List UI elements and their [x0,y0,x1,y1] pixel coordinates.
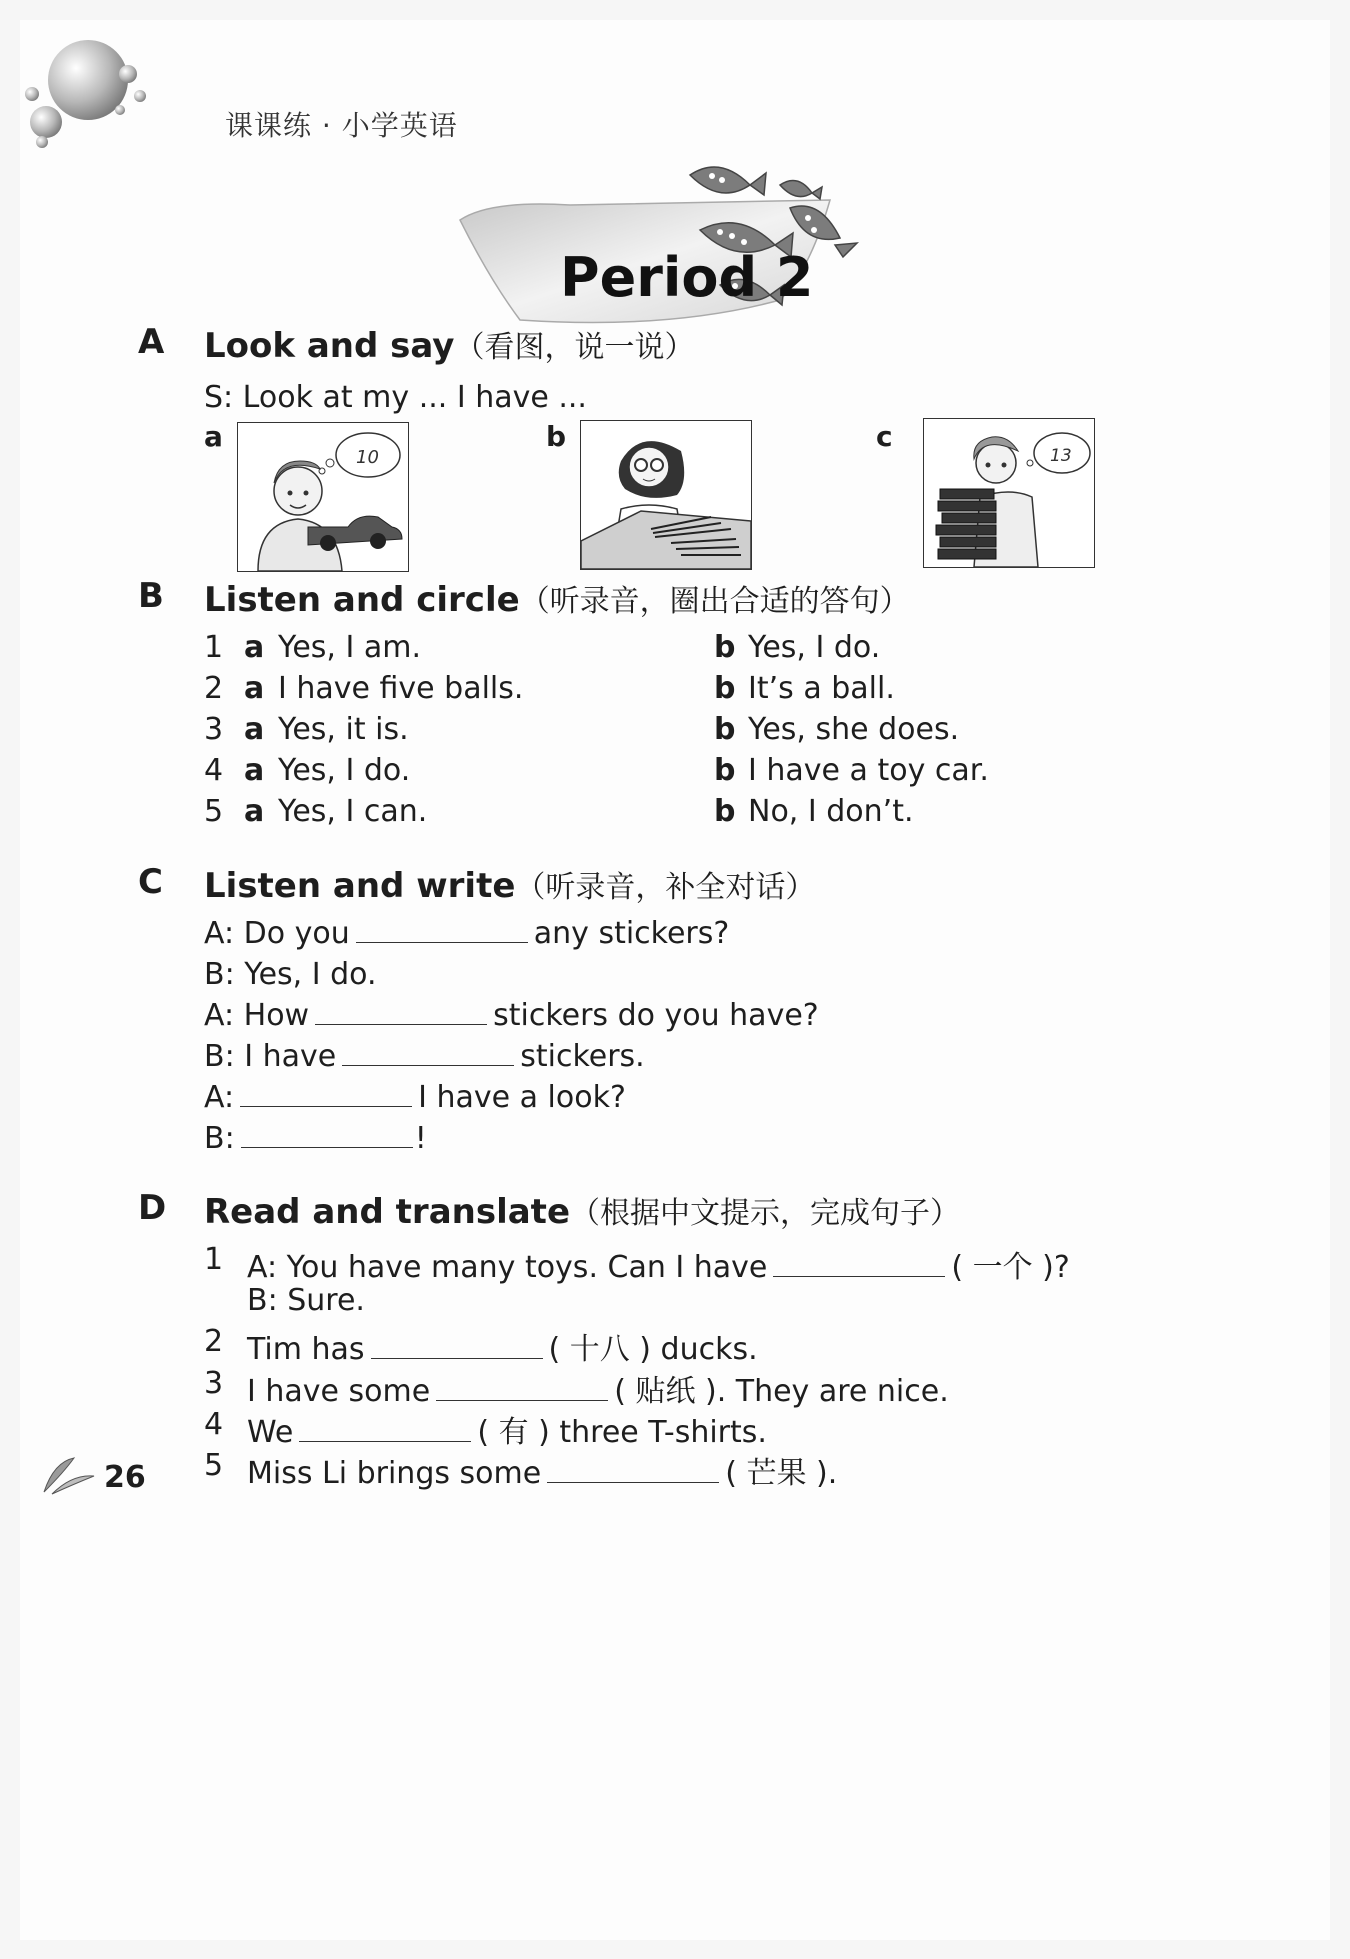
d-hint: ( 贴纸 ) [614,1374,717,1409]
dialogue-line [204,1121,427,1156]
b-item-number: 3 [204,712,224,747]
answer-blank[interactable] [436,1374,608,1401]
section-d-title-cn: （根据中文提示，完成句子） [570,1196,960,1231]
picture-a-bubble-number: 10 [356,447,379,468]
section-a-title-en: Look and say [204,326,455,366]
b-option-b[interactable]: No, I don’t. [748,794,914,829]
section-d-title [204,1188,960,1232]
b-option-a[interactable]: Yes, it is. [278,712,409,747]
b-option-b-label[interactable]: b [714,630,736,665]
dialogue-line [204,1039,645,1074]
b-option-b-label[interactable]: b [714,794,736,829]
answer-blank[interactable] [342,1039,514,1066]
picture-b-label: b [546,420,567,453]
d-item-number: 4 [204,1407,224,1442]
answer-blank[interactable] [547,1456,719,1483]
dialogue-text: stickers. [520,1039,645,1074]
b-item-number: 4 [204,753,224,788]
d-sentence [247,1283,365,1318]
d-text: three T-shirts. [549,1415,767,1450]
b-option-b[interactable]: Yes, she does. [748,712,960,747]
d-sentence [247,1448,837,1492]
b-option-a-label[interactable]: a [244,794,265,829]
d-text: We [247,1415,294,1450]
d-item-number: 5 [204,1448,224,1483]
b-option-b[interactable]: It’s a ball. [748,671,895,706]
b-option-a[interactable]: Yes, I do. [278,753,411,788]
dialogue-line [204,1080,626,1115]
section-c-title-en: Listen and write [204,866,516,906]
d-text: Tim has [247,1332,365,1367]
d-text: ducks. [651,1332,758,1367]
d-item-number: 1 [204,1242,224,1277]
b-option-a-label[interactable]: a [244,753,265,788]
section-c-title [204,862,815,906]
d-hint: ( 一个 )? [951,1250,1070,1285]
workbook-page [20,20,1330,1940]
dialogue-text: B: Yes, I do. [204,957,377,992]
section-b-title-en: Listen and circle [204,580,520,620]
b-option-a-label[interactable]: a [244,671,265,706]
answer-blank[interactable] [371,1332,543,1359]
picture-c-bubble-number: 13 [1050,446,1072,466]
b-option-b[interactable]: I have a toy car. [748,753,989,788]
d-hint: ( 有 ) [477,1415,550,1450]
answer-blank[interactable] [299,1415,471,1442]
d-text: I have some [247,1374,431,1409]
dialogue-text: B: [204,1121,235,1156]
b-option-a[interactable]: I have five balls. [278,671,524,706]
b-option-a-label[interactable]: a [244,630,265,665]
page-number: 26 [104,1460,146,1495]
dialogue-text: A: Do you [204,916,350,951]
section-b-title-cn: （听录音，圈出合适的答句） [519,584,910,619]
d-text: B: Sure. [247,1283,365,1318]
dialogue-text: any stickers? [533,916,730,951]
answer-blank[interactable] [240,1080,412,1107]
b-option-b-label[interactable]: b [714,712,736,747]
d-text: Miss Li brings some [247,1456,542,1491]
dialogue-text: A: How [204,998,310,1033]
leaf-icon [40,1456,104,1496]
section-d-title-en: Read and translate [204,1192,570,1232]
b-option-b-label[interactable]: b [714,753,736,788]
d-sentence [247,1242,1070,1286]
section-a-prompt: S: Look at my ... I have ... [204,380,587,415]
section-c-letter: C [138,862,163,902]
section-c-title-cn: （听录音，补全对话） [515,870,816,905]
d-sentence [247,1407,767,1451]
d-text: . [827,1456,838,1491]
book-title: 课课练 · 小学英语 [225,109,458,142]
answer-blank[interactable] [315,998,487,1025]
b-item-number: 2 [204,671,224,706]
period-title: Period 2 [560,246,814,309]
dialogue-text: A: [204,1080,235,1115]
section-b-letter: B [138,576,164,616]
picture-a-boy-with-toy-car [237,422,409,572]
b-option-b-label[interactable]: b [714,671,736,706]
picture-a-label: a [204,420,223,453]
answer-blank[interactable] [356,916,528,943]
b-option-a[interactable]: Yes, I can. [278,794,428,829]
section-d-letter: D [138,1188,167,1228]
picture-b-girl-with-pencils [580,420,752,570]
d-item-number: 3 [204,1366,224,1401]
d-text: . They are nice. [716,1374,949,1409]
dialogue-line [204,957,377,992]
b-option-a-label[interactable]: a [244,712,265,747]
d-sentence [247,1324,758,1368]
d-text: A: You have many toys. Can I have [247,1250,768,1285]
dialogue-line [204,998,819,1033]
section-a-title [204,322,694,366]
d-item-number: 2 [204,1324,224,1359]
dialogue-text: B: I have [204,1039,337,1074]
section-a-title-cn: （看图，说一说） [454,330,695,365]
answer-blank[interactable] [241,1121,413,1148]
d-sentence [247,1366,949,1410]
answer-blank[interactable] [773,1250,945,1277]
d-hint: ( 十八 ) [548,1332,652,1367]
d-hint: ( 芒果 ) [725,1456,828,1491]
b-option-b[interactable]: Yes, I do. [748,630,881,665]
picture-c-girl-with-books [923,418,1095,568]
section-a-letter: A [138,322,165,362]
b-option-a[interactable]: Yes, I am. [278,630,422,665]
b-item-number: 5 [204,794,224,829]
section-b-title [204,576,910,620]
dialogue-text: ! [414,1121,427,1156]
bubbles-decoration [20,30,170,150]
dialogue-text: I have a look? [418,1080,626,1115]
b-item-number: 1 [204,630,224,665]
dialogue-line [204,916,729,951]
dialogue-text: stickers do you have? [493,998,819,1033]
picture-c-label: c [876,420,893,453]
